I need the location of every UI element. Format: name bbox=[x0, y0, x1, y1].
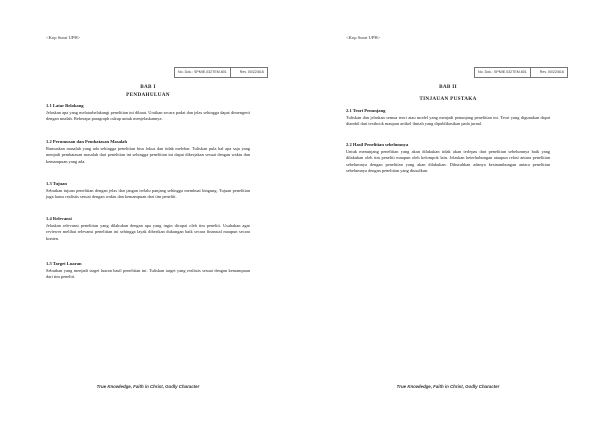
section bbox=[46, 139, 250, 165]
section-body: Jelaskan apa yang melatarbelakangi penelitian ini dibuat. Uraikan secara padat dan jelas sehingga dapat dimengerti dengan mudah. Beberapa paragraph cukup untuk menjelaskannya. bbox=[46, 110, 250, 122]
letterhead-placeholder: <Kop Surat UPH> bbox=[346, 35, 381, 40]
section-body: Sebutkan yang menjadi target luaran hasil penelitian ini. Tuliskan target yang realistis sesuai dengan kemampuan dari tim peneliti. bbox=[46, 268, 250, 280]
chapter-title: PENDAHULUAN bbox=[126, 92, 170, 98]
section-body: Sebutkan tujuan penelitian dengan jelas dan jangan terlalu panjang sehingga membuat bingung. Tujuan penelitian juga harus realistis sesuai dengan waktu dan kemampuan dari tim peneliti. bbox=[46, 188, 250, 200]
document-info-box bbox=[474, 67, 568, 78]
section-heading: 1.2 Perumusan dan Pembatasan Masalah bbox=[46, 139, 128, 144]
section bbox=[46, 181, 250, 201]
section-heading: 1.5 Target Luaran bbox=[46, 261, 82, 266]
revision-number: Rev. 00/22/816 bbox=[239, 70, 264, 74]
section-heading: 2.2 Hasil Penelitian sebelumnya bbox=[346, 142, 409, 147]
document-info-box bbox=[174, 67, 268, 78]
section-body: Tuliskan dan jelaskan semua teori atau model yang menjadi penunjang penelitian ini. Teori yang digunakan dapat diambil dari textbook maupun artikel ilmiah yang dipublikasikan pada jurnal. bbox=[346, 115, 550, 127]
document-number: No. Dok.: SPMIE.032TEM.801 bbox=[478, 70, 527, 74]
section bbox=[346, 142, 550, 175]
document-info-divider bbox=[530, 68, 537, 77]
chapter-number: BAB II bbox=[439, 84, 457, 90]
page-footer-motto: True Knowledge, Faith in Christ, Godly Character bbox=[96, 384, 200, 389]
document-number: No. Dok.: SPMIE.032TEM.801 bbox=[178, 70, 227, 74]
chapter-number: BAB I bbox=[140, 84, 156, 90]
section bbox=[46, 103, 250, 123]
page-footer-motto: True Knowledge, Faith in Christ, Godly Character bbox=[396, 384, 500, 389]
chapter-title: TINJAUAN PUSTAKA bbox=[419, 96, 477, 102]
page-bab-2 bbox=[300, 0, 600, 424]
section-heading: 1.3 Tujuan bbox=[46, 181, 67, 186]
letterhead-placeholder: <Kop Surat UPH> bbox=[46, 35, 81, 40]
section-heading: 1.1 Latar Belakang bbox=[46, 103, 84, 108]
section-body: Untuk menunjang penelitian yang akan dilakukan tidak akan terlepas dari penelitian sebelumnya baik yang dilakukan oleh tim peneliti maupun oleh kelompok lain. Jelaskan keterhubungan ataupun relasi antara penelitian sebelumnya dengan penelitian yang akan dilakukan. Dibutuhkan adanya kesinambungan antara penelitian sebelumnya dengan penelitian yang diusulkan. bbox=[346, 149, 550, 174]
section-heading: 1.4 Relevansi bbox=[46, 216, 72, 221]
section-heading: 2.1 Teori Penunjang bbox=[346, 108, 386, 113]
document-info-divider bbox=[230, 68, 237, 77]
section bbox=[46, 216, 250, 242]
section-body: Rumuskan masalah yang ada sehingga penelitian bisa fokus dan tidak melebar. Tuliskan pula hal apa saja yang menjadi pembatasan masalah dari penelitian ini sehingga penelitian ini dapat dikerjakan sesuai dengan waktu dan kemampuan yang ada. bbox=[46, 146, 250, 164]
section bbox=[46, 261, 250, 281]
section bbox=[346, 108, 550, 128]
revision-number: Rev. 00/22/816 bbox=[539, 70, 564, 74]
section-body: Jelaskan relevansi penelitian yang dilakukan dengan apa yang ingin dicapai oleh tim peneliti. Usahakan agar reviewer melihat relevansi penelitian ini sehingga layak diberikan dukungan baik secara finansial maupun secara konten. bbox=[46, 223, 250, 241]
